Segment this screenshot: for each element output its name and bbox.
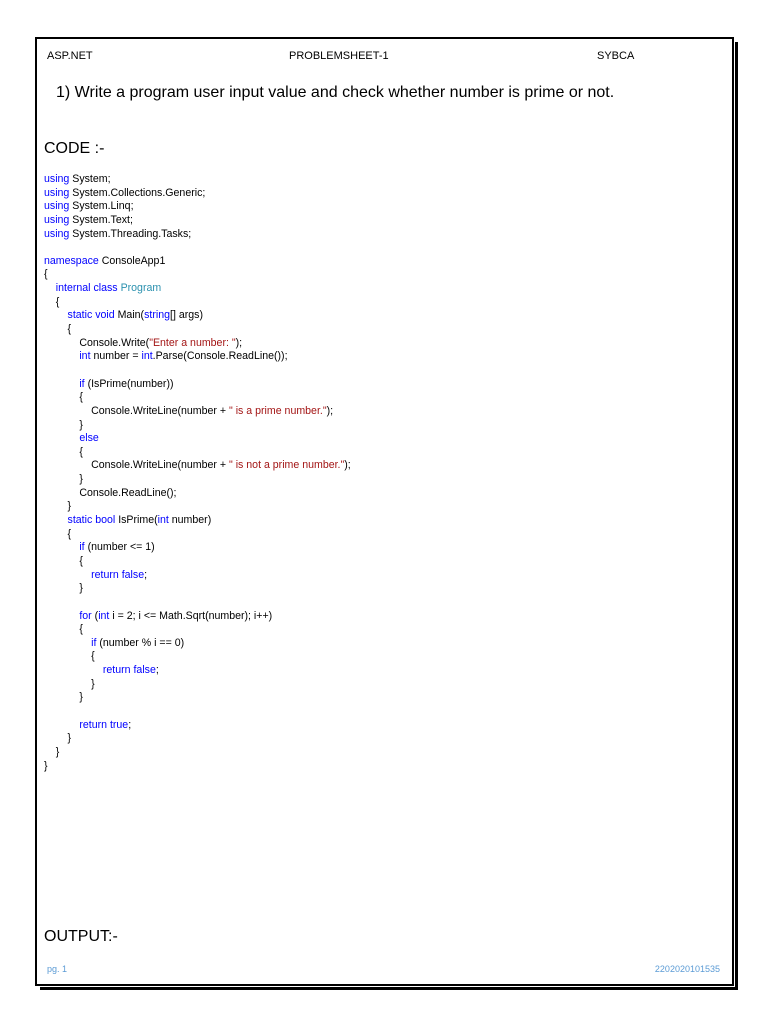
question-text: 1) Write a program user input value and check whether number is prime or not. xyxy=(56,84,615,101)
code-text: number = xyxy=(90,350,142,363)
code-line xyxy=(44,337,351,351)
code-line xyxy=(44,514,351,528)
code-text: { xyxy=(44,650,95,663)
code-text xyxy=(44,350,79,362)
code-kw: return true xyxy=(79,718,129,731)
code-line xyxy=(44,200,351,214)
code-text: System.Linq; xyxy=(69,200,134,213)
code-line xyxy=(44,637,351,651)
code-line xyxy=(44,719,351,733)
code-kw: if xyxy=(79,377,85,390)
code-text: { xyxy=(44,623,83,636)
code-kw: int xyxy=(157,514,169,527)
code-line xyxy=(44,323,351,337)
code-line xyxy=(44,459,351,473)
code-text: ); xyxy=(344,459,351,472)
code-line xyxy=(44,650,351,664)
code-line xyxy=(44,760,351,774)
code-line xyxy=(44,596,351,610)
code-line xyxy=(44,555,351,569)
code-text: } xyxy=(44,582,83,595)
code-text xyxy=(44,664,103,676)
code-line xyxy=(44,582,351,596)
code-text: IsPrime( xyxy=(115,514,158,527)
code-line xyxy=(44,691,351,705)
code-kw: return false xyxy=(102,664,156,677)
code-line xyxy=(44,255,351,269)
code-line xyxy=(44,473,351,487)
code-text: { xyxy=(44,268,48,281)
output-heading: OUTPUT:- xyxy=(44,928,118,945)
code-line xyxy=(44,705,351,719)
code-line xyxy=(44,309,351,323)
code-line xyxy=(44,541,351,555)
code-heading: CODE :- xyxy=(44,140,105,157)
code-text: ); xyxy=(326,404,334,417)
code-line xyxy=(44,487,351,501)
code-text: ; xyxy=(144,568,148,581)
code-kw: using xyxy=(44,200,70,213)
code-kw: using xyxy=(44,173,70,185)
code-text: ; xyxy=(128,718,132,731)
code-line xyxy=(44,623,351,637)
code-text: Console.WriteLine(number + xyxy=(44,404,229,417)
code-line xyxy=(44,173,351,187)
code-line xyxy=(44,282,351,296)
code-line xyxy=(44,391,351,405)
page-header xyxy=(47,50,727,66)
code-line xyxy=(44,364,351,378)
code-kw: namespace xyxy=(44,254,99,267)
code-text: { xyxy=(44,445,83,458)
code-text xyxy=(44,514,68,526)
code-kw: return false xyxy=(91,568,145,581)
header-subject: ASP.NET xyxy=(47,50,93,62)
code-text xyxy=(44,610,79,622)
code-line xyxy=(44,228,351,242)
code-line xyxy=(44,610,351,624)
code-type: Program xyxy=(120,282,162,295)
code-text: } xyxy=(44,473,83,486)
code-kw: else xyxy=(79,432,99,445)
code-text: ( xyxy=(91,609,99,622)
code-text: { xyxy=(44,295,60,308)
code-text: .Parse(Console.ReadLine()); xyxy=(152,350,288,363)
code-text xyxy=(44,719,79,731)
code-line xyxy=(44,746,351,760)
code-kw: using xyxy=(44,227,70,240)
code-text: { xyxy=(44,323,72,336)
code-line xyxy=(44,446,351,460)
code-text: i = 2; i <= Math.Sqrt(number); i++) xyxy=(109,609,273,622)
code-line xyxy=(44,350,351,364)
code-line xyxy=(44,241,351,255)
code-text xyxy=(44,432,79,444)
code-text: System.Text; xyxy=(69,213,133,226)
code-kw: int xyxy=(79,350,91,363)
code-line xyxy=(44,569,351,583)
code-text: number) xyxy=(168,514,212,527)
code-text: Console.WriteLine(number + xyxy=(44,459,229,472)
code-kw: int xyxy=(98,609,110,622)
code-kw: using xyxy=(44,213,70,226)
page-footer xyxy=(47,964,720,978)
code-text: ; xyxy=(155,664,159,677)
code-kw: for xyxy=(79,609,92,622)
code-line xyxy=(44,732,351,746)
code-text: Console.Write( xyxy=(44,336,150,349)
code-text xyxy=(44,541,79,553)
code-line xyxy=(44,664,351,678)
code-line xyxy=(44,500,351,514)
code-text: System.Collections.Generic; xyxy=(69,186,206,199)
code-text xyxy=(44,282,56,294)
code-text: System; xyxy=(69,173,111,185)
code-kw: string xyxy=(144,309,170,322)
code-str: " is not a prime number." xyxy=(228,459,345,472)
code-line xyxy=(44,296,351,310)
code-text: ConsoleApp1 xyxy=(98,254,166,267)
code-text: (number <= 1) xyxy=(84,541,155,554)
code-line xyxy=(44,378,351,392)
code-line xyxy=(44,187,351,201)
code-kw: int xyxy=(141,350,153,363)
code-text: } xyxy=(44,691,83,704)
code-text: } xyxy=(44,677,95,690)
student-id: 2202020101535 xyxy=(654,964,720,974)
code-kw: if xyxy=(79,541,85,554)
code-str: " is a prime number." xyxy=(228,404,327,417)
code-text: { xyxy=(44,527,72,540)
code-kw: if xyxy=(91,636,97,649)
code-text: System.Threading.Tasks; xyxy=(69,227,192,240)
code-text: (number % i == 0) xyxy=(96,636,185,649)
code-line xyxy=(44,432,351,446)
header-title: PROBLEMSHEET-1 xyxy=(289,50,389,62)
code-text: } xyxy=(44,500,72,513)
code-text xyxy=(44,637,91,649)
code-text: { xyxy=(44,391,83,404)
code-line xyxy=(44,405,351,419)
code-text: } xyxy=(44,732,72,745)
page-number: pg. 1 xyxy=(47,964,68,974)
code-line xyxy=(44,678,351,692)
code-line xyxy=(44,268,351,282)
code-text: ); xyxy=(235,336,243,349)
code-line xyxy=(44,419,351,433)
code-kw: static bool xyxy=(67,514,116,527)
code-text: } xyxy=(44,759,48,772)
code-kw: internal class xyxy=(55,282,118,295)
code-text: Console.ReadLine(); xyxy=(44,486,177,499)
code-str: "Enter a number: " xyxy=(149,336,236,349)
code-text: [] args) xyxy=(170,309,203,322)
code-text: (IsPrime(number)) xyxy=(84,377,174,390)
code-text: } xyxy=(44,745,60,758)
code-line xyxy=(44,214,351,228)
code-text: Main( xyxy=(114,309,145,322)
header-class: SYBCA xyxy=(597,50,635,62)
code-text xyxy=(44,378,79,390)
code-kw: using xyxy=(44,186,70,199)
code-kw: static void xyxy=(67,309,115,322)
code-text: { xyxy=(44,554,83,567)
code-text xyxy=(44,309,68,321)
code-text xyxy=(44,569,91,581)
code-line xyxy=(44,528,351,542)
code-text: } xyxy=(44,418,83,431)
code-block xyxy=(44,173,351,773)
